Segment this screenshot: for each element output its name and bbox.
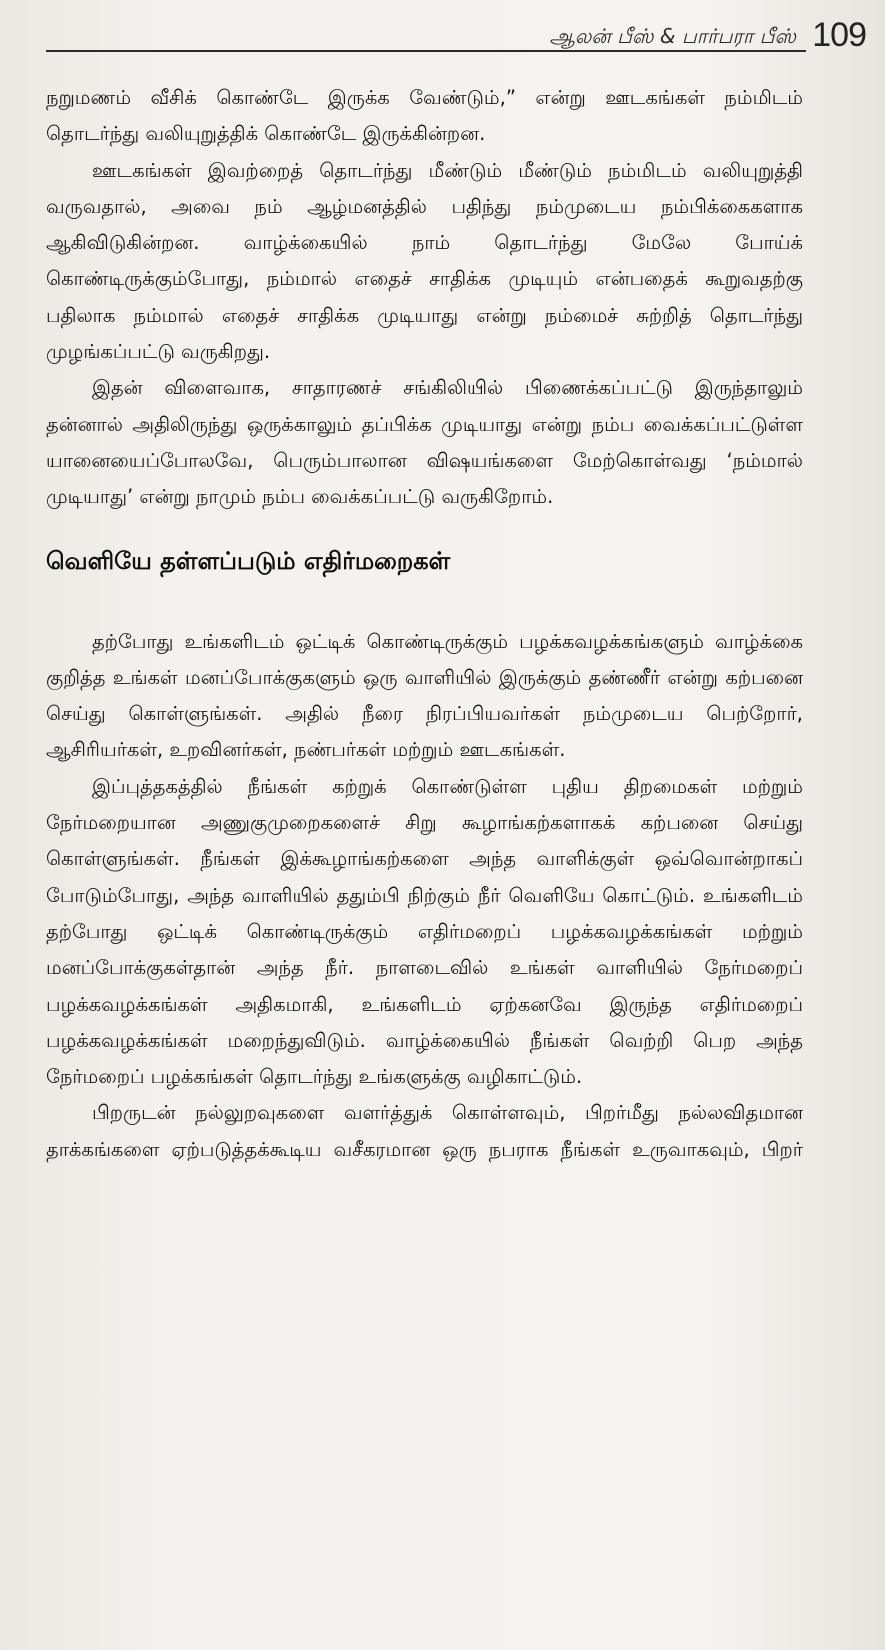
paragraph-6: பிறருடன் நல்லுறவுகளை வளர்த்துக் கொள்ளவும், பிறர்மீது நல்லவிதமான தாக்கங்களை ஏற்படுத்தக்கூடிய வசீகரமான ஒரு நபராக நீங்கள் உருவாகவும், பிறர் bbox=[46, 1101, 803, 1161]
page-body bbox=[46, 80, 803, 1168]
paragraph-3: இதன் விளைவாக, சாதாரணச் சங்கிலியில் பிணைக்கப்பட்டு இருந்தாலும் தன்னால் அதிலிருந்து ஒருக்காலும் தப்பிக்க முடியாது என்று நம்ப வைக்கப்பட்டுள்ள யானையைப்போலவே, பெரும்பாலான விஷயங்களை மேற்கொள்வது ‘நம்மால் முடியாது’ என்று நாமும் நம்ப வைக்கப்பட்டு வருகிறோம். bbox=[46, 376, 803, 509]
paragraph-4: தற்போது உங்களிடம் ஒட்டிக் கொண்டிருக்கும் பழக்கவழக்கங்களும் வாழ்க்கை குறித்த உங்கள் மனப்போக்குகளும் ஒரு வாளியில் இருக்கும் தண்ணீர் என்று கற்பனை செய்து கொள்ளுங்கள். அதில் நீரை நிரப்பியவர்கள் நம்முடைய பெற்றோர், ஆசிரியர்கள், உறவினர்கள், நண்பர்கள் மற்றும் ஊடகங்கள். bbox=[46, 629, 803, 762]
heading-spacer bbox=[46, 580, 803, 624]
paragraph-2: ஊடகங்கள் இவற்றைத் தொடர்ந்து மீண்டும் மீண்டும் நம்மிடம் வலியுறுத்தி வருவதால், அவை நம் ஆழ்மனத்தில் பதிந்து நம்முடைய நம்பிக்கைகளாக ஆகிவிடுகின்றன. வாழ்க்கையில் நாம் தொடர்ந்து மேலே போய்க் கொண்டிருக்கும்போது, நம்மால் எதைச் சாதிக்க முடியும் என்பதைக் கூறுவதற்கு பதிலாக நம்மால் எதைச் சாதிக்க முடியாது என்று நம்மைச் சுற்றித் தொடர்ந்து முழங்கப்பட்டு வருகிறது. bbox=[46, 158, 803, 364]
paragraph-5: இப்புத்தகத்தில் நீங்கள் கற்றுக் கொண்டுள்ள புதிய திறமைகள் மற்றும் நேர்மறையான அணுகுமுறைகளைச் சிறு கூழாங்கற்களாகக் கற்பனை செய்து கொள்ளுங்கள். நீங்கள் இக்கூழாங்கற்களை அந்த வாளிக்குள் ஒவ்வொன்றாகப் போடும்போது, அந்த வாளியில் ததும்பி நிற்கும் நீர் வெளியே கொட்டும். உங்களிடம் தற்போது ஒட்டிக் கொண்டிருக்கும் எதிர்மறைப் பழக்கவழக்கங்கள் மற்றும் மனப்போக்குகள்தான் அந்த நீர். நாளடைவில் உங்கள் வாளியில் நேர்மறைப் பழக்கவழக்கங்கள் அதிகமாகி, உங்களிடம் ஏற்கனவே இருந்த எதிர்மறைப் பழக்கவழக்கங்கள் மறைந்துவிடும். வாழ்க்கையில் நீங்கள் வெற்றி பெற அந்த நேர்மறைப் பழக்கங்கள் தொடர்ந்து உங்களுக்கு வழிகாட்டும். bbox=[46, 774, 803, 1089]
page-header bbox=[46, 18, 866, 58]
section-heading: வெளியே தள்ளப்படும் எதிர்மறைகள் bbox=[46, 546, 451, 575]
running-head: ஆலன் பீஸ் & பார்பரா பீஸ் bbox=[549, 24, 796, 48]
page-number: 109 bbox=[812, 16, 866, 54]
header-rule bbox=[46, 50, 806, 52]
paragraph-1: நறுமணம் வீசிக் கொண்டே இருக்க வேண்டும்,” என்று ஊடகங்கள் நம்மிடம் தொடர்ந்து வலியுறுத்திக் கொண்டே இருக்கின்றன. bbox=[46, 86, 803, 146]
